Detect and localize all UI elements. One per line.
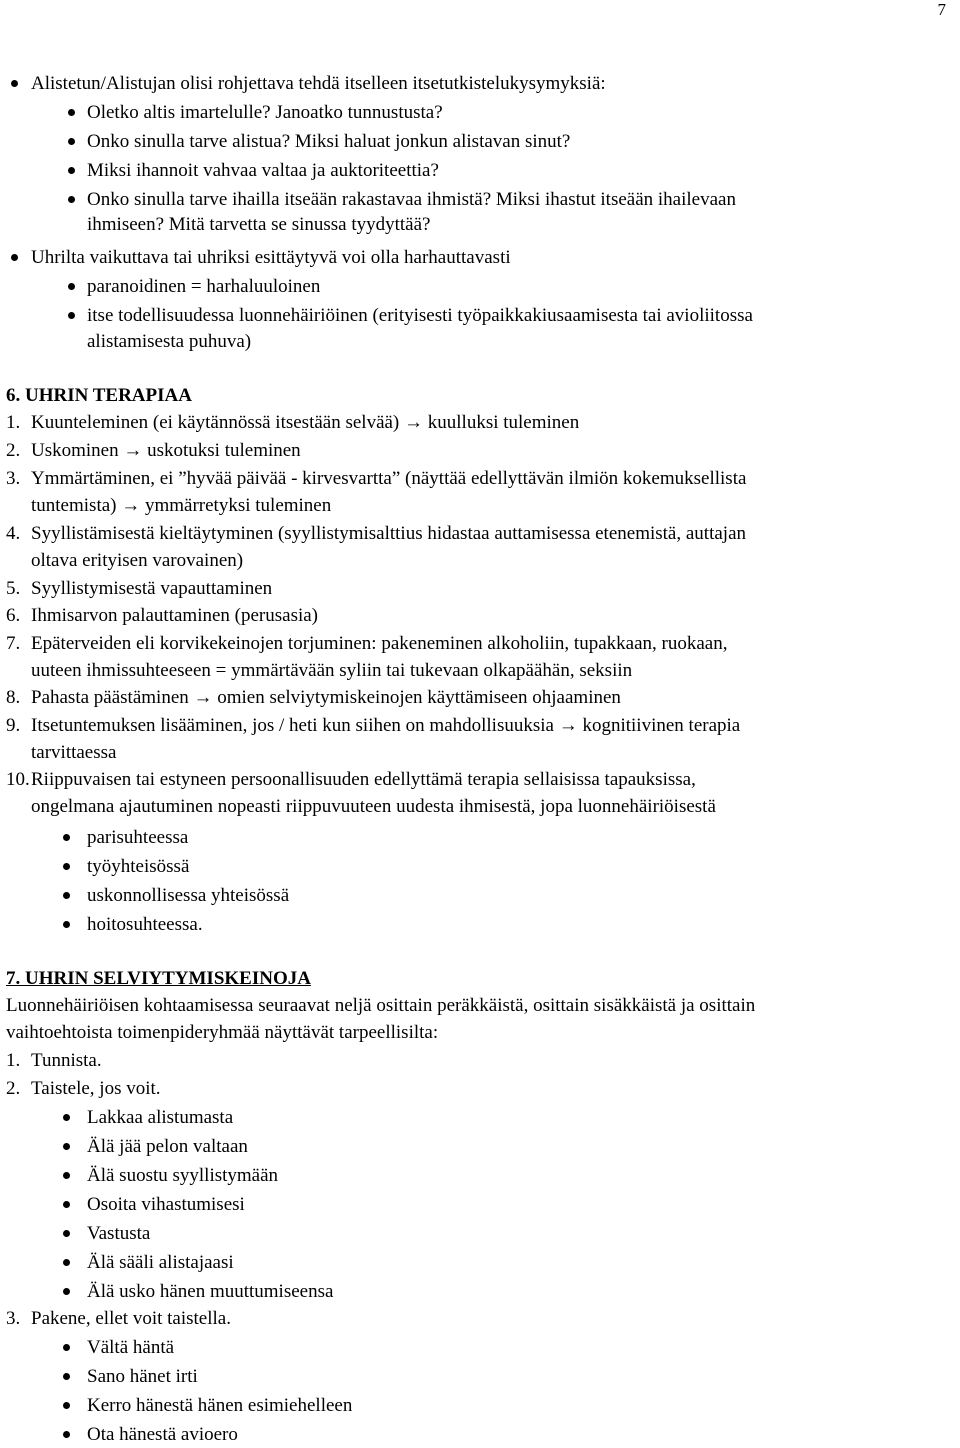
- question-item: Oletko altis imartelulle? Janoatko tunnustusta?: [87, 102, 443, 123]
- bullet-icon: [63, 921, 70, 928]
- bullet-icon: [63, 834, 70, 841]
- bullet-icon: [68, 109, 75, 116]
- section-7-intro-cont: vaihtoehtoista toimenpideryhmää näyttävät tarpeellisilta:: [6, 1022, 439, 1043]
- flee-item: Ota hänestä avioero: [87, 1424, 238, 1445]
- question-item: Onko sinulla tarve alistua? Miksi haluat jonkun alistavan sinut?: [87, 131, 571, 152]
- fight-item: Älä suostu syyllistymään: [87, 1165, 279, 1186]
- bullet-icon: [63, 1230, 70, 1237]
- bullet-icon: [63, 1431, 70, 1438]
- victim-item-cont: alistamisesta puhuva): [87, 331, 252, 352]
- bullet-icon: [11, 254, 18, 261]
- setting-item: parisuhteessa: [87, 827, 189, 848]
- fight-item: Lakkaa alistumasta: [87, 1107, 234, 1128]
- flee-item: Vältä häntä: [87, 1337, 175, 1358]
- victim-intro: Uhrilta vaikuttava tai uhriksi esittäytyvä voi olla harhauttavasti: [31, 247, 511, 268]
- step-label: Pakene, ellet voit taistella.: [31, 1308, 231, 1329]
- fight-item: Älä jää pelon valtaan: [87, 1136, 248, 1157]
- item-number: 7.: [6, 633, 21, 654]
- bullet-icon: [63, 1259, 70, 1266]
- therapy-item: Syyllistämisestä kieltäytyminen (syyllistymisalttius hidastaa auttamisessa etenemistä, auttajan: [31, 523, 747, 544]
- victim-item: paranoidinen = harhaluuloinen: [87, 276, 321, 297]
- bullet-icon: [68, 138, 75, 145]
- therapy-item: Syyllistymisestä vapauttaminen: [31, 578, 273, 599]
- questions-intro: Alistetun/Alistujan olisi rohjettava tehdä itselleen itsetutkistelukysymyksiä:: [31, 73, 606, 94]
- therapy-item: Pahasta päästäminen → omien selviytymiskeinojen käyttämiseen ohjaaminen: [31, 687, 621, 708]
- step-label: Tunnista.: [31, 1050, 102, 1071]
- therapy-item: Uskominen → uskotuksi tuleminen: [31, 440, 301, 461]
- item-number: 1.: [6, 412, 21, 433]
- flee-item: Kerro hänestä hänen esimiehelleen: [87, 1395, 353, 1416]
- item-number: 4.: [6, 523, 21, 544]
- question-item: Miksi ihannoit vahvaa valtaa ja auktoriteettia?: [87, 160, 439, 181]
- bullet-icon: [63, 1172, 70, 1179]
- therapy-item-cont: uuteen ihmissuhteeseen = ymmärtävään syliin tai tukevaan olkapäähän, seksiin: [31, 660, 633, 681]
- bullet-icon: [63, 1201, 70, 1208]
- step-label: Taistele, jos voit.: [31, 1078, 161, 1099]
- therapy-item: Riippuvaisen tai estyneen persoonallisuuden edellyttämä terapia sellaisissa tapauksissa,: [31, 769, 696, 790]
- bullet-icon: [63, 1114, 70, 1121]
- bullet-icon: [68, 283, 75, 290]
- question-item: Onko sinulla tarve ihailla itseään rakastavaa ihmistä? Miksi ihastut itseään ihailevaan: [87, 189, 736, 210]
- therapy-item: Epäterveiden eli korvikekeinojen torjuminen: pakeneminen alkoholiin, tupakkaan, ruokaan,: [31, 633, 728, 654]
- bullet-icon: [63, 1288, 70, 1295]
- therapy-item: Ymmärtäminen, ei ”hyvää päivää - kirvesvartta” (näyttää edellyttävän ilmiön kokemuksellista: [31, 468, 747, 489]
- therapy-item-cont: ongelmana ajautuminen nopeasti riippuvuuteen uudesta ihmisestä, jopa luonnehäiriöisestä: [31, 796, 716, 817]
- flee-item: Sano hänet irti: [87, 1366, 198, 1387]
- step-number: 3.: [6, 1308, 21, 1329]
- section-6-heading: 6. UHRIN TERAPIAA: [6, 385, 192, 406]
- step-number: 2.: [6, 1078, 21, 1099]
- fight-item: Vastusta: [87, 1223, 151, 1244]
- victim-item: itse todellisuudessa luonnehäiriöinen (erityisesti työpaikkakiusaamisesta tai avioliitossa: [87, 305, 753, 326]
- item-number: 5.: [6, 578, 21, 599]
- item-number: 6.: [6, 605, 21, 626]
- bullet-icon: [68, 167, 75, 174]
- setting-item: hoitosuhteessa.: [87, 914, 203, 935]
- item-number: 3.: [6, 468, 21, 489]
- fight-item: Älä sääli alistajaasi: [87, 1252, 234, 1273]
- therapy-item: Ihmisarvon palauttaminen (perusasia): [31, 605, 319, 626]
- item-number: 10.: [6, 769, 30, 790]
- fight-item: Osoita vihastumisesi: [87, 1194, 245, 1215]
- setting-item: työyhteisössä: [87, 856, 190, 877]
- fight-item: Älä usko hänen muuttumiseensa: [87, 1281, 334, 1302]
- page-number: 7: [937, 0, 946, 19]
- therapy-item-cont: oltava erityisen varovainen): [31, 550, 244, 571]
- therapy-item: Kuunteleminen (ei käytännössä itsestään selvää) → kuulluksi tuleminen: [31, 412, 580, 433]
- bullet-icon: [68, 312, 75, 319]
- step-number: 1.: [6, 1050, 21, 1071]
- bullet-icon: [63, 1402, 70, 1409]
- setting-item: uskonnollisessa yhteisössä: [87, 885, 290, 906]
- therapy-item: Itsetuntemuksen lisääminen, jos / heti kun siihen on mahdollisuuksia → kognitiivinen terapia: [31, 715, 741, 736]
- therapy-item-cont: tarvittaessa: [31, 742, 117, 763]
- section-7-heading: 7. UHRIN SELVIYTYMISKEINOJA: [6, 968, 311, 989]
- item-number: 2.: [6, 440, 21, 461]
- therapy-item-cont: tuntemista) → ymmärretyksi tuleminen: [31, 495, 332, 516]
- bullet-icon: [68, 196, 75, 203]
- section-7-intro: Luonnehäiriöisen kohtaamisessa seuraavat neljä osittain peräkkäistä, osittain sisäkkäistä ja osittain: [6, 995, 756, 1016]
- bullet-icon: [63, 892, 70, 899]
- bullet-icon: [11, 80, 18, 87]
- question-item-cont: ihmiseen? Mitä tarvetta se sinussa tyydyttää?: [87, 214, 431, 235]
- bullet-icon: [63, 1344, 70, 1351]
- item-number: 9.: [6, 715, 21, 736]
- item-number: 8.: [6, 687, 21, 708]
- bullet-icon: [63, 1373, 70, 1380]
- bullet-icon: [63, 1143, 70, 1150]
- bullet-icon: [63, 863, 70, 870]
